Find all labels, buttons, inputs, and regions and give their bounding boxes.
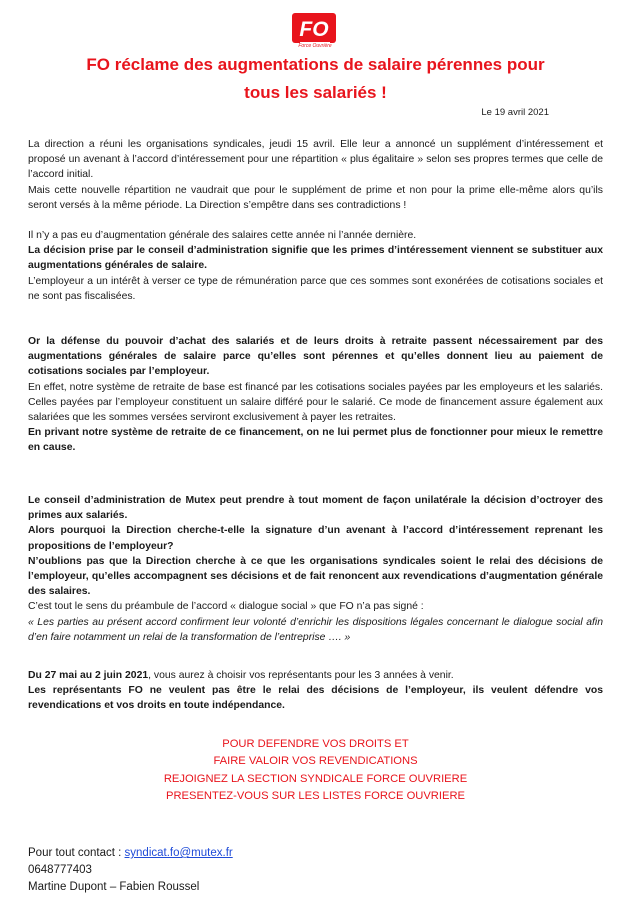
document-date: Le 19 avril 2021 [481,107,549,118]
page-title-line-1: FO réclame des augmentations de salaire pérennes pour [86,55,545,74]
svg-text:FO: FO [299,18,329,41]
contact-email-link[interactable]: syndicat.fo@mutex.fr [124,847,233,859]
paragraph-board-bonus: Le conseil d’administration de Mutex peut prendre à tout moment de façon unilatérale la décision d’octroyer des primes aux salariés. [28,495,603,522]
call-to-action [28,736,603,805]
paragraph-board-decision: La décision prise par le conseil d’administration signifie que les primes d’intéressement viennent se substituer aux augmentations générales de salaire. [28,245,603,272]
page-title-line-2: tous les salariés ! [244,83,387,102]
contact-phone: 0648777403 [28,864,92,876]
section-salaries [28,228,603,304]
paragraph-no-increase: Il n’y a pas eu d’augmentation générale des salaires cette année ni l’année dernière. [28,230,417,241]
paragraph-employer-interest: L’employeur a un intérêt à verser ce type de rémunération parce que ces sommes sont exonérées de cotisations sociales et ne sont pas fiscalisées. [28,275,603,302]
paragraph-fo-independence: Les représentants FO ne veulent pas être le relai des décisions de l’employeur, ils veulent défendre vos revendications et vos droits en toute indépendance. [28,685,603,712]
election-dates-rest: , vous aurez à choisir vos représentants pour les 3 années à venir. [148,670,454,681]
paragraph-retirement-funding: En effet, notre système de retraite de base est financé par les cotisations sociales payées par les employeurs et les salariés. Celles payées par l’employeur constituent un salaire différé pour le salarié. Ce mode de financement assure également aux salariées que les sommes versées serviront exclusivement à payer les retraites. [28,381,603,424]
election-dates: Du 27 mai au 2 juin 2021 [28,670,149,681]
contact-block [28,845,233,896]
paragraph-preamble: C’est tout le sens du préambule de l’accord « dialogue social » que FO n’a pas signé : [28,601,424,613]
paragraph-relay-warning: N’oublions pas que la Direction cherche à ce que les organisations syndicales soient le relai des décisions de l’employeur, qu’elles accompagnent ses décisions et de fait renoncent aux revendications d’augmentation générale des salaires. [28,555,603,598]
paragraph-purchasing-power: Or la défense du pouvoir d’achat des salariés et de leurs droits à retraite passent nécessairement par des augmentations générales de salaire parce qu’elles sont pérennes et qu’elles donnent lieu au paiement de cotisations sociales par l’employeur. [28,336,603,378]
paragraph-announcement: La direction a réuni les organisations syndicales, jeudi 15 avril. Elle leur a annoncé un supplément d’intéressement et proposé un avenant à l’accord d’intéressement pour une répartition « plus égalitaire » selon ses propres termes que celle de l’accord initial. [28,139,603,181]
paragraph-retirement-threat: En privant notre système de retraite de ce financement, on ne lui permet plus de fonctionner pour mieux le remettre en cause. [28,427,603,454]
contact-line [28,845,233,862]
paragraph-contradiction: Mais cette nouvelle répartition ne vaudrait que pour le supplément de prime et non pour la prime elle-même alors qu’ils seront versés à la même période. La Direction s’empêtre dans ses contradictions ! [28,184,603,211]
fo-logo [291,11,337,49]
cta-line: REJOIGNEZ LA SECTION SYNDICALE FORCE OUVRIERE [163,772,468,785]
cta-line: FAIRE VALOIR VOS REVENDICATIONS [213,755,418,768]
section-retirement [28,334,603,456]
paragraph-election-dates [28,668,603,683]
quote-preamble: « Les parties au présent accord confirment leur volonté d’enrichir les dispositions légales concernant le dialogue social afin d’en faire notamment un relai de la transformation de l’entreprise …. » [28,616,603,643]
paragraph-why-amendment: Alors pourquoi la Direction cherche-t-elle la signature d’un avenant à l’accord d’intéressement reprenant les propositions de l’employeur? [28,525,603,552]
section-elections [28,668,603,714]
section-mutex [28,493,603,645]
cta-line: POUR DEFENDRE VOS DROITS ET [222,738,409,750]
section-intro [28,137,603,213]
contact-label: Pour tout contact : [28,847,125,859]
cta-line: PRESENTEZ-VOUS SUR LES LISTES FORCE OUVRIERE [165,789,465,802]
svg-text:Force Ouvrière: Force Ouvrière [298,43,332,49]
contact-names: Martine Dupont – Fabien Roussel [28,881,200,893]
